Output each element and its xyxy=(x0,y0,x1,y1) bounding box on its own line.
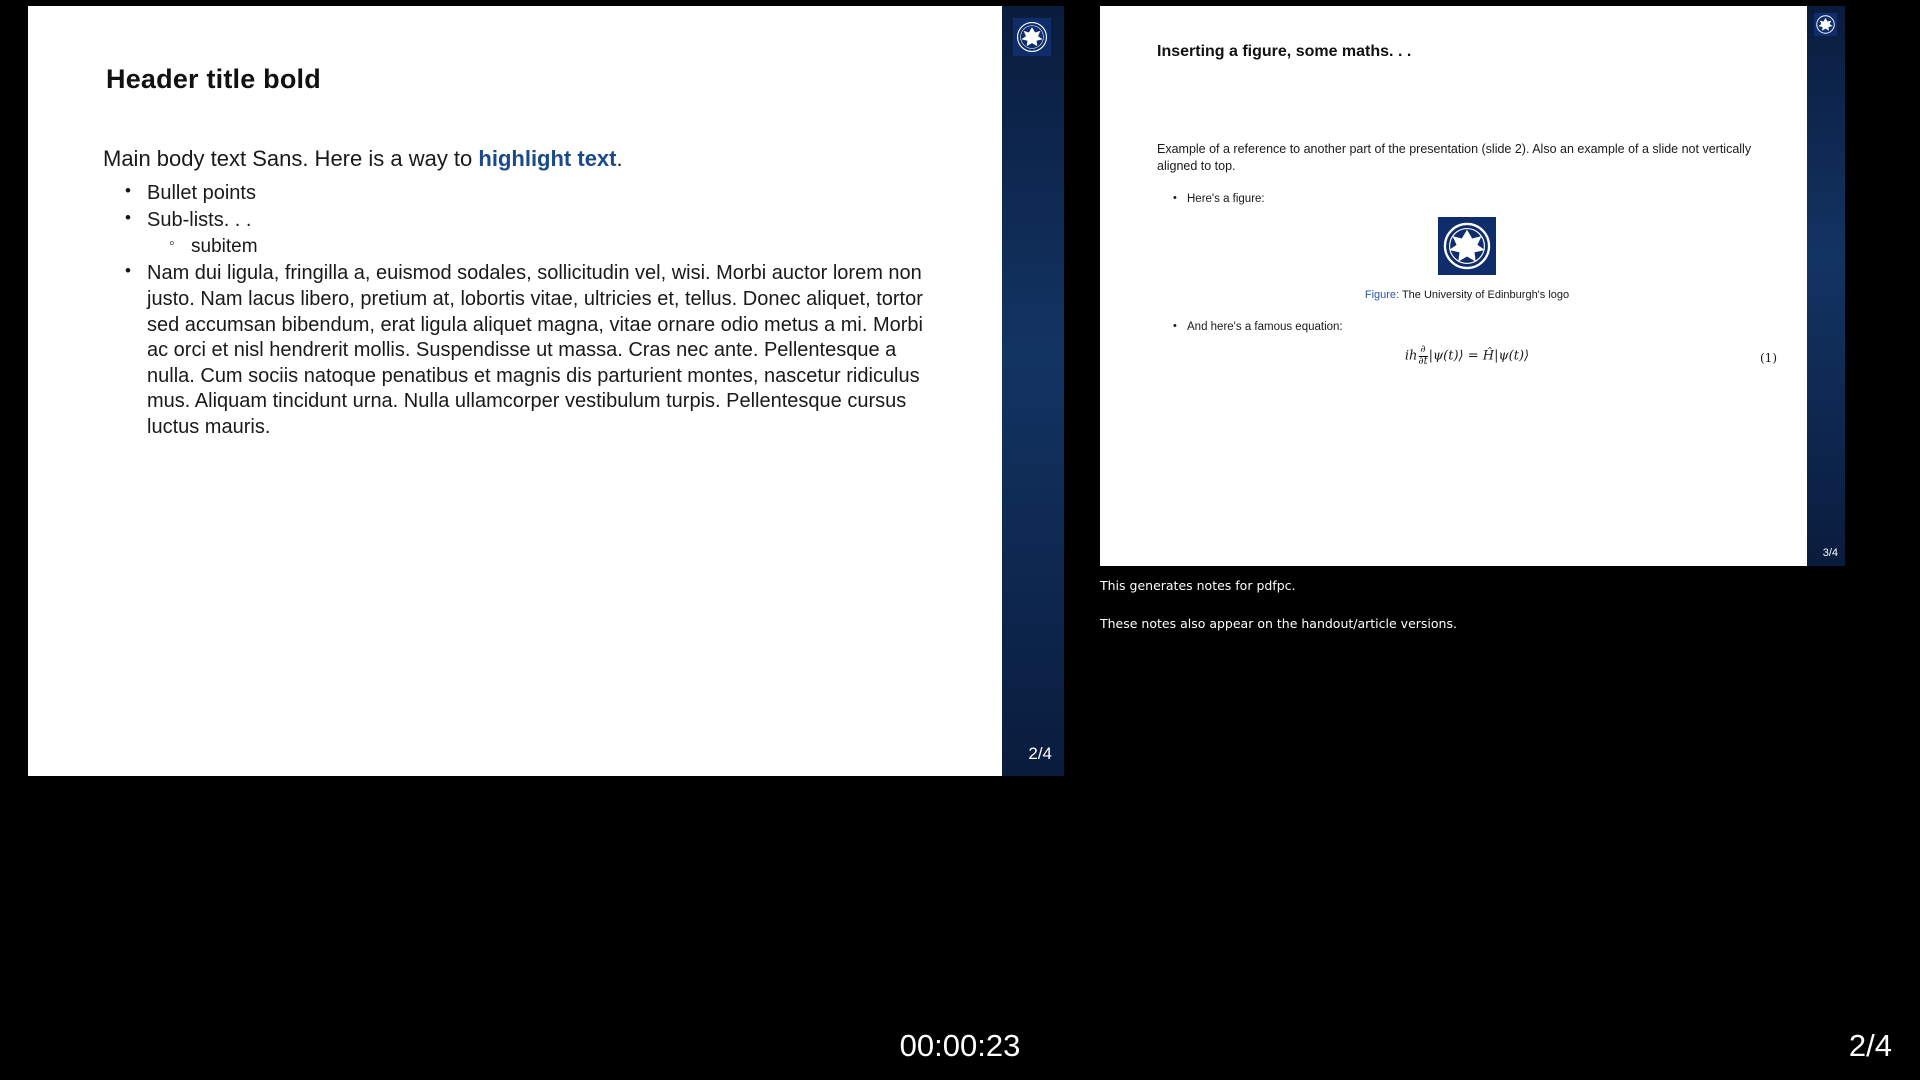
list-item xyxy=(1173,192,1777,207)
current-slide-text xyxy=(103,146,948,442)
figure-label: Figure: xyxy=(1364,288,1400,301)
intro-suffix: . xyxy=(616,146,623,171)
bullet-label: • Nam dui ligula, fringilla a, euismod sodales, sollicitudin vel, wisi. Morbi auctor lorem non justo. Nam lacus libero, pretium at, lobortis vitae, ultricies et, tellus. Donec aliquet, tortor sed accumsan bibendum, erat ligula aliquet magna, vitae ornare odio metus a mi. Morbi ac orci et nisl hendrerit mollis. Suspendisse ut massa. Cras nec ante. Pellentesque a nulla. Cum sociis natoque penatibus et magnis dis parturient montes, nascetur ridiculus mus. Aliquam tincidunt urna. Nulla ullamcorper vestibulum turpis. Pellentesque cursus luctus mauris. xyxy=(147,262,923,438)
list-item xyxy=(125,208,948,259)
page-title: Header title bold xyxy=(106,64,321,94)
university-crest-icon xyxy=(1814,13,1837,36)
highlighted-text: highlight text xyxy=(478,146,617,171)
list-item xyxy=(125,261,948,440)
intro-line xyxy=(103,146,948,173)
presentation-timer[interactable]: 00:00:23 xyxy=(899,1028,1021,1063)
equation-row xyxy=(1157,345,1777,379)
equation-bullet-label: And here's a famous equation: xyxy=(1187,321,1343,334)
next-slide-body xyxy=(1157,141,1777,379)
speaker-notes[interactable] xyxy=(1100,578,1860,654)
sub-bullet-list xyxy=(147,235,948,259)
slide-page-number: 2/4 xyxy=(1028,744,1052,763)
bullet-label: Bullet points xyxy=(147,181,256,204)
list-item xyxy=(169,235,948,259)
next-slide-preview[interactable] xyxy=(1100,6,1845,566)
bullet-list xyxy=(103,181,948,441)
note-line: This generates notes for pdfpc. xyxy=(1100,578,1296,593)
sub-bullet-label: subitem xyxy=(191,236,258,258)
slide-counter: 2/4 xyxy=(1848,1028,1892,1063)
next-slide-title: Inserting a figure, some maths. . . xyxy=(1157,43,1412,60)
equation-number: (1) xyxy=(1760,351,1777,366)
figure-caption-text: The University of Edinburgh's logo xyxy=(1401,288,1570,301)
next-paragraph: Example of a reference to another part of the presentation (slide 2). Also an example of a slide not vertically aligned to top. xyxy=(1157,142,1752,173)
bullet-label: Sub-lists. . . xyxy=(147,209,252,232)
list-item xyxy=(1173,320,1777,335)
university-crest-icon xyxy=(1437,217,1497,275)
slide-sidebar xyxy=(1002,6,1064,776)
next-slide-page-number: 3/4 xyxy=(1822,547,1838,559)
current-slide-content xyxy=(28,6,1002,776)
next-bullet-list-2 xyxy=(1157,320,1777,335)
figure-image xyxy=(1157,217,1777,302)
university-crest-icon xyxy=(1013,18,1051,56)
next-bullet-list xyxy=(1157,192,1777,207)
figure-caption xyxy=(1157,288,1777,303)
next-slide-sidebar xyxy=(1807,6,1845,566)
figure-bullet-label: Here's a figure: xyxy=(1187,193,1265,205)
list-item xyxy=(125,181,948,207)
note-line: These notes also appear on the handout/article versions. xyxy=(1100,616,1457,631)
intro-prefix: Main body text Sans. Here is a way to xyxy=(103,146,479,171)
equation: ih $\frac{\partial}{\partial t}$ |ψ(t)⟩ = Ĥ|ψ(t)⟩ xyxy=(1404,344,1530,367)
current-slide[interactable] xyxy=(28,6,1064,776)
